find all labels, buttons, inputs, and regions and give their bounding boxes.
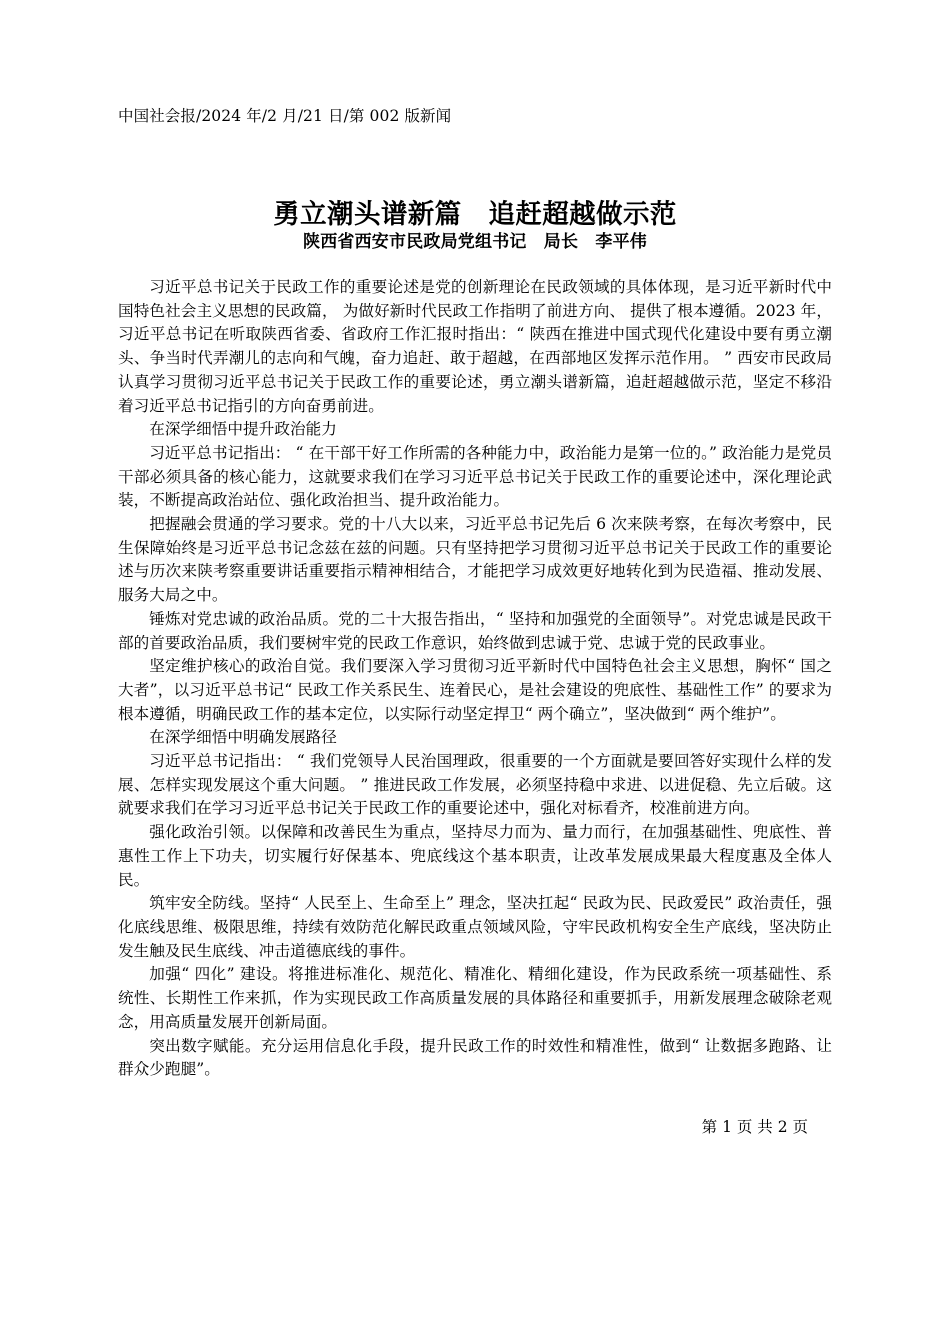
body-paragraph: 筑牢安全防线。坚持“ 人民至上、生命至上” 理念，坚决扛起“ 民政为民、民政爱民” 政治责任，强化底线思维、极限思维，持续有效防范化解民政重点领域风险，守牢民政机构安全生产底线，坚决防止发生触及民生底线、冲击道德底线的事件。 [118,894,832,960]
body-paragraph: 锤炼对党忠诚的政治品质。党的二十大报告指出，“ 坚持和加强党的全面领导”。对党忠诚是民政干部的首要政治品质，我们要树牢党的民政工作意识，始终做到忠诚于党、忠诚于党的民政事业。 [118,609,832,652]
body-paragraph: 加强“ 四化” 建设。将推进标准化、规范化、精准化、精细化建设，作为民政系统一项基础性、系统性、长期性工作来抓，作为实现民政工作高质量发展的具体路径和重要抓手，用新发展理念破除老观念，用高质量发展开创新局面。 [118,965,832,1031]
body-paragraph: 把握融会贯通的学习要求。党的十八大以来，习近平总书记先后 6 次来陕考察，在每次考察中，民生保障始终是习近平总书记念兹在兹的问题。只有坚持把学习贯彻习近平总书记关于民政工作的重要论述与历次来陕考察重要讲话重要指示精神相结合，才能把学习成效更好地转化到为民造福、推动发展、服务大局之中。 [118,515,832,605]
body-paragraph: 习近平总书记关于民政工作的重要论述是党的创新理论在民政领域的具体体现，是习近平新时代中国特色社会主义思想的民政篇， 为做好新时代民政工作指明了前进方向、 提供了根本遵循。2023 年，习近平总书记在听取陕西省委、省政府工作汇报时指出：“ 陕西在推进中国式现代化建设中要有勇立潮头、争当时代弄潮儿的志向和气魄，奋力追赶、敢于超越，在西部地区发挥示范作用。 ” 西安市民政局认真学习贯彻习近平总书记关于民政工作的重要论述，勇立潮头谱新篇，追赶超越做示范，坚定不移沿着习近平总书记指引的方向奋勇前进。 [118,278,832,415]
body-paragraph: 强化政治引领。以保障和改善民生为重点，坚持尽力而为、量力而行，在加强基础性、兜底性、普惠性工作上下功夫，切实履行好保基本、兜底线这个基本职责，让改革发展成果最大程度惠及全体人民。 [118,823,832,889]
source-citation-line: 中国社会报/2024 年/2 月/21 日/第 002 版新闻 [118,107,452,125]
article-headline: 勇立潮头谱新篇 追赶超越做示范 [273,198,677,230]
article-byline: 陕西省西安市民政局党组书记 局长 李平伟 [303,232,647,252]
section-heading: 在深学细悟中明确发展路径 [149,728,337,747]
page-number-footer: 第 1 页 共 2 页 [701,1118,808,1136]
body-paragraph: 坚定维护核心的政治自觉。我们要深入学习贯彻习近平新时代中国特色社会主义思想，胸怀“ 国之大者”，以习近平总书记“ 民政工作关系民生、连着民心，是社会建设的兜底性、基础性工作” 的要求为根本遵循，明确民政工作的基本定位，以实际行动坚定捍卫“ 两个确立”，坚决做到“ 两个维护”。 [118,657,832,723]
body-paragraph: 习近平总书记指出： “ 我们党领导人民治国理政，很重要的一个方面就是要回答好实现什么样的发展、怎样实现发展这个重大问题。 ” 推进民政工作发展，必须坚持稳中求进、以进促稳、先立后破。这就要求我们在学习习近平总书记关于民政工作的重要论述中，强化对标看齐，校准前进方向。 [118,752,832,818]
article-body [118,276,832,1082]
body-paragraph: 习近平总书记指出： “ 在干部干好工作所需的各种能力中，政治能力是第一位的。” 政治能力是党员干部必须具备的核心能力，这就要求我们在学习习近平总书记关于民政工作的重要论述中，深化理论武装，不断提高政治站位、强化政治担当、提升政治能力。 [118,443,832,510]
body-paragraph: 突出数字赋能。充分运用信息化手段，提升民政工作的时效性和精准性，做到“ 让数据多跑路、让群众少跑腿”。 [118,1036,832,1079]
section-heading: 在深学细悟中提升政治能力 [149,420,337,439]
